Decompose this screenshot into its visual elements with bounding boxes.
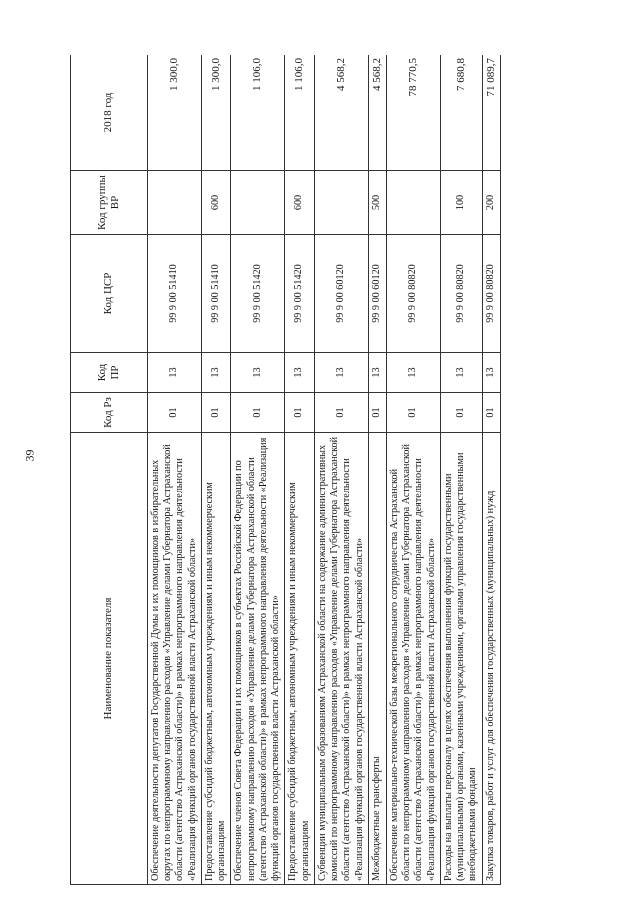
cell-csr: 99 9 00 60120	[368, 235, 386, 353]
cell-amount: 71 089,7	[482, 55, 500, 171]
header-name: Наименование показателя	[71, 433, 148, 885]
cell-name: Предоставление субсидий бюджетным, автономным учреждениям и иным некоммерческим организациям	[201, 433, 230, 885]
cell-csr: 99 9 00 80820	[440, 235, 482, 353]
cell-rz: 01	[148, 393, 202, 433]
cell-amount: 1 106,0	[231, 55, 285, 171]
rotated-table-container	[70, 55, 580, 885]
cell-csr: 99 9 00 51410	[201, 235, 230, 353]
cell-csr: 99 9 00 51410	[148, 235, 202, 353]
cell-amount: 4 568,2	[368, 55, 386, 171]
table-row	[368, 55, 386, 885]
header-pr: Код ПР	[71, 353, 148, 393]
cell-csr: 99 9 00 51420	[285, 235, 314, 353]
cell-csr: 99 9 00 80820	[482, 235, 500, 353]
cell-name: Расходы на выплаты персоналу в целях обеспечения выполнения функций государственными (муниципальными) органами, казенными учреждениями, органами управления государственными внебюджетными фондами	[440, 433, 482, 885]
cell-name: Обеспечение деятельности депутатов Государственной Думы и их помощников в избирательных округах по непрограммному направлению расходов «Управление делами Губернатора Астраханской области (агентство Астраханской области)» в рамках непрограммного направления деятельности «Реализация функций органов государственной власти Астраханской области»	[148, 433, 202, 885]
cell-vr: 500	[368, 171, 386, 235]
cell-rz: 01	[314, 393, 368, 433]
document-page	[70, 55, 580, 885]
cell-pr: 13	[285, 353, 314, 393]
table-row	[148, 55, 202, 885]
header-csr: Код ЦСР	[71, 235, 148, 353]
cell-name: Обеспечение материально-технической базы межрегионального сотрудничества Астраханской области по непрограммному направлению расходов «Управление делами Губернатора Астраханской области (агентство Астраханской области)» в рамках непрограммного направления деятельности «Реализация функций органов государственной власти Астраханской области»	[386, 433, 440, 885]
cell-vr: 200	[482, 171, 500, 235]
cell-vr	[314, 171, 368, 235]
table-row	[386, 55, 440, 885]
budget-table	[70, 55, 501, 885]
cell-pr: 13	[440, 353, 482, 393]
cell-name: Межбюджетные трансферты	[368, 433, 386, 885]
cell-amount: 78 770,5	[386, 55, 440, 171]
table-row	[482, 55, 500, 885]
cell-amount: 1 106,0	[285, 55, 314, 171]
table-row	[285, 55, 314, 885]
cell-rz: 01	[482, 393, 500, 433]
cell-name: Предоставление субсидий бюджетным, автономным учреждениям и иным некоммерческим организациям	[285, 433, 314, 885]
cell-pr: 13	[148, 353, 202, 393]
cell-pr: 13	[314, 353, 368, 393]
cell-amount: 1 300,0	[201, 55, 230, 171]
cell-rz: 01	[386, 393, 440, 433]
cell-name: Закупка товаров, работ и услуг для обеспечения государственных (муниципальных) нужд	[482, 433, 500, 885]
table-row	[201, 55, 230, 885]
cell-rz: 01	[201, 393, 230, 433]
table-row	[231, 55, 285, 885]
cell-pr: 13	[482, 353, 500, 393]
cell-rz: 01	[440, 393, 482, 433]
cell-name: Обеспечение членов Совета Федерации и их помощников в субъектах Российской Федерации по непрограммному направлению расходов «Управление делами Губернатора Астраханской области (агентство Астраханской области)» в рамках непрограммного направления деятельности «Реализация функций органов государственной власти Астраханской области»	[231, 433, 285, 885]
table-header-row	[71, 55, 148, 885]
header-year: 2018 год	[71, 55, 148, 171]
cell-name: Субвенции муниципальным образованиям Астраханской области на содержание административных комиссий по непрограммному направлению расходов «Управление делами Губернатора Астраханской области (агентство Астраханской области)» в рамках непрограммного направления деятельности «Реализация функций органов государственной власти Астраханской области»	[314, 433, 368, 885]
header-vr: Код группы ВР	[71, 171, 148, 235]
cell-pr: 13	[386, 353, 440, 393]
cell-vr: 100	[440, 171, 482, 235]
cell-csr: 99 9 00 51420	[231, 235, 285, 353]
header-rz: Код Рз	[71, 393, 148, 433]
cell-rz: 01	[231, 393, 285, 433]
cell-amount: 1 300,0	[148, 55, 202, 171]
cell-pr: 13	[231, 353, 285, 393]
table-row	[440, 55, 482, 885]
cell-csr: 99 9 00 80820	[386, 235, 440, 353]
cell-vr	[148, 171, 202, 235]
page-number: 39	[22, 449, 37, 462]
cell-amount: 4 568,2	[314, 55, 368, 171]
cell-pr: 13	[201, 353, 230, 393]
cell-rz: 01	[285, 393, 314, 433]
cell-rz: 01	[368, 393, 386, 433]
cell-csr: 99 9 00 60120	[314, 235, 368, 353]
cell-amount: 7 680,8	[440, 55, 482, 171]
table-row	[314, 55, 368, 885]
cell-vr: 600	[201, 171, 230, 235]
cell-pr: 13	[368, 353, 386, 393]
cell-vr	[386, 171, 440, 235]
cell-vr	[231, 171, 285, 235]
cell-vr: 600	[285, 171, 314, 235]
